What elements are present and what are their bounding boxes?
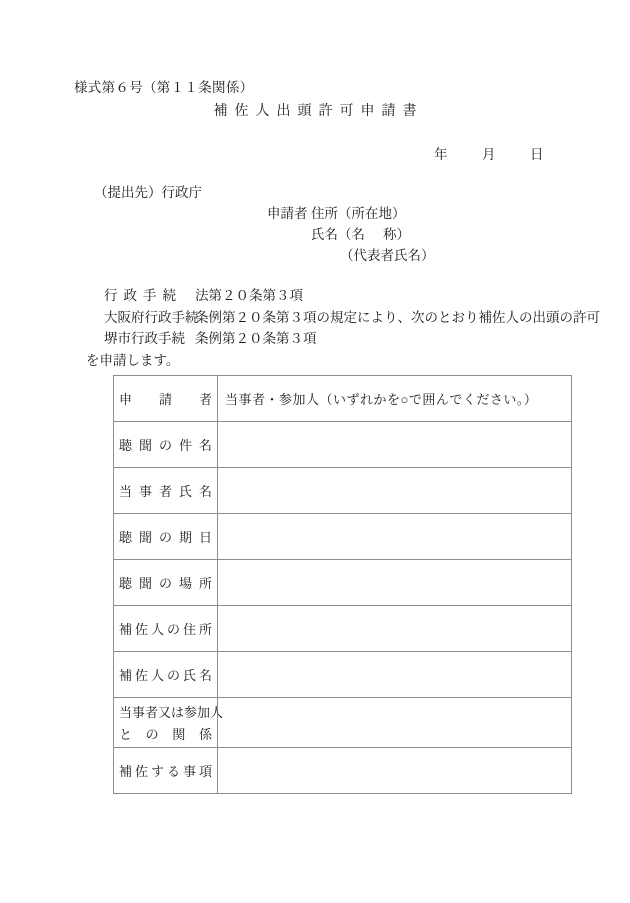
applicant-name-label-suffix: 称） xyxy=(383,227,410,242)
table-row xyxy=(114,698,572,748)
page-title: 補佐人出頭許可申請書 xyxy=(213,104,424,119)
row-value-party-name[interactable] xyxy=(218,468,572,514)
table-row xyxy=(114,748,572,794)
row-value-assistance-matters[interactable] xyxy=(218,748,572,794)
date-month-label: 月 xyxy=(482,147,496,162)
table-row xyxy=(114,514,572,560)
row-label-hearing-place: 聴聞の場所 xyxy=(114,560,218,606)
applicant-representative-line: （代表者氏名） xyxy=(340,248,435,263)
table-row xyxy=(114,652,572,698)
row-label-assistant-address: 補佐人の住所 xyxy=(114,606,218,652)
legal-basis-block xyxy=(86,285,600,371)
table-row xyxy=(114,606,572,652)
form-number: 様式第６号（第１１条関係） xyxy=(74,80,254,95)
legal-option-act-law: 行政手続 xyxy=(104,288,182,303)
table-row xyxy=(114,376,572,422)
legal-option-prefecture xyxy=(86,307,600,329)
legal-option-city-clause: 条例第２０条第３項 xyxy=(195,331,317,346)
applicant-address-line xyxy=(267,203,435,224)
applicant-name-label-prefix: 氏名（名 xyxy=(311,227,365,242)
date-line xyxy=(0,143,544,163)
row-value-hearing-subject[interactable] xyxy=(218,422,572,468)
row-value-relationship[interactable] xyxy=(218,698,572,748)
row-label-hearing-date: 聴聞の期日 xyxy=(114,514,218,560)
legal-option-act-clause: 法第２０条第３項 xyxy=(195,288,303,303)
legal-option-prefecture-law: 大阪府行政手続 xyxy=(104,309,199,325)
applicant-block xyxy=(267,203,435,266)
applicant-name-line xyxy=(267,224,435,245)
row-value-assistant-name[interactable] xyxy=(218,652,572,698)
row-label-hearing-subject: 聴聞の件名 xyxy=(114,422,218,468)
legal-basis-continuation: の規定により、次のとおり補佐人の出頭の許可 xyxy=(316,309,600,325)
date-day-label: 日 xyxy=(530,147,544,162)
row-value-hearing-place[interactable] xyxy=(218,560,572,606)
table-row xyxy=(114,422,572,468)
table-row xyxy=(114,468,572,514)
row-value-assistant-address[interactable] xyxy=(218,606,572,652)
table-row xyxy=(114,560,572,606)
legal-option-act xyxy=(86,285,600,307)
row-label-assistant-name: 補佐人の氏名 xyxy=(114,652,218,698)
application-table xyxy=(113,375,572,794)
row-label-party-name: 当事者氏名 xyxy=(114,468,218,514)
row-label-relationship: 当事者又は参加人 との関係 xyxy=(114,698,218,748)
row-value-hearing-date[interactable] xyxy=(218,514,572,560)
date-year-label: 年 xyxy=(434,147,448,162)
applicant-label: 申請者 xyxy=(267,206,308,221)
row-label-applicant: 申請者 xyxy=(114,376,218,422)
applicant-address-label: 住所（所在地） xyxy=(311,206,406,221)
row-value-applicant[interactable]: 当事者・参加人（いずれかを○で囲んでください。） xyxy=(218,376,572,422)
row-label-assistance-matters: 補佐する事項 xyxy=(114,748,218,794)
legal-option-prefecture-clause: 条例第２０条第３項 xyxy=(195,309,317,325)
legal-basis-closing: を申請します。 xyxy=(86,352,180,368)
legal-option-city xyxy=(86,328,600,350)
addressee-label: （提出先）行政庁 xyxy=(94,185,202,200)
legal-option-city-law: 堺市行政手続 xyxy=(104,331,185,346)
